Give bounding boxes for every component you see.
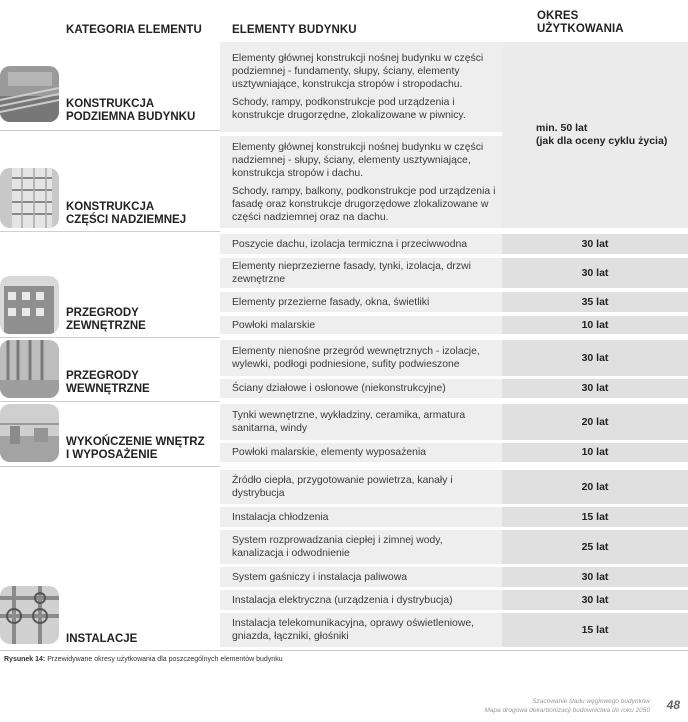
table-row-period: 30 lat bbox=[502, 258, 688, 288]
category-label-line1: PRZEGRODY bbox=[66, 307, 139, 319]
figure-caption bbox=[4, 656, 283, 663]
elements-text: Schody, rampy, podkonstrukcje pod urządzenia i konstrukcje drugorzędne, zlokalizowane w piwnicy. bbox=[232, 97, 466, 121]
table-row-text: Poszycie dachu, izolacja termiczna i przeciwwodna bbox=[220, 234, 502, 254]
facade-photo-icon bbox=[0, 276, 59, 334]
interior-wall-photo-icon bbox=[0, 340, 59, 398]
pipes-valves-photo-icon bbox=[0, 586, 59, 644]
header-period-line2: UŻYTKOWANIA bbox=[537, 23, 624, 35]
elements-underground-structure bbox=[220, 42, 502, 132]
table-row-text: Ściany działowe i osłonowe (niekonstrukcyjne) bbox=[220, 379, 502, 398]
header-period bbox=[537, 10, 624, 36]
elements-text: Elementy głównej konstrukcji nośnej budynku w części nadziemnej - słupy, ściany, elementy usztywniające, konstrukcja stropów i dachu. bbox=[232, 141, 484, 179]
footer-title: Szacowanie śladu węglowego budynków bbox=[532, 698, 650, 705]
table-row-period: 15 lat bbox=[502, 613, 688, 647]
elements-text: Schody, rampy, balkony, podkonstrukcje pod urządzenia i fasadę oraz konstrukcje drugorzędowe zlokalizowane w części nadziemnej oraz na dachu. bbox=[232, 185, 496, 223]
table-row-text: Instalacja chłodzenia bbox=[220, 507, 502, 527]
period-value: min. 50 lat bbox=[536, 122, 588, 134]
table-row-period: 25 lat bbox=[502, 530, 688, 564]
table-row-period: 20 lat bbox=[502, 404, 688, 440]
figure-caption-text: Przewidywane okresy użytkowania dla poszczególnych elementów budynku bbox=[45, 656, 283, 663]
category-aboveground-structure bbox=[66, 201, 186, 227]
category-interior-finish bbox=[66, 436, 205, 462]
category-label-line2: PODZIEMNA BUDYNKU bbox=[66, 111, 196, 123]
category-label-line1: INSTALACJE bbox=[66, 633, 138, 645]
header-period-line1: OKRES bbox=[537, 10, 579, 22]
divider bbox=[0, 401, 220, 402]
table-row-text: System gaśniczy i instalacja paliwowa bbox=[220, 567, 502, 587]
divider bbox=[0, 130, 220, 131]
table-row-text: Źródło ciepła, przygotowanie powietrza, kanały i dystrybucja bbox=[220, 470, 502, 504]
table-row-text: Elementy nieprzezierne fasady, tynki, izolacja, drzwi zewnętrzne bbox=[220, 258, 502, 288]
header-category: KATEGORIA ELEMENTU bbox=[66, 24, 202, 36]
table-row-text: Instalacja elektryczna (urządzenia i dystrybucja) bbox=[220, 590, 502, 610]
table-row-period: 35 lat bbox=[502, 292, 688, 312]
table-row-period: 30 lat bbox=[502, 379, 688, 398]
category-underground-structure bbox=[66, 98, 195, 124]
table-row-period: 30 lat bbox=[502, 567, 688, 587]
table-row-period: 15 lat bbox=[502, 507, 688, 527]
period-note: (jak dla oceny cyklu życia) bbox=[536, 135, 668, 147]
table-row-period: 30 lat bbox=[502, 340, 688, 376]
table-row-text: Powłoki malarskie, elementy wyposażenia bbox=[220, 443, 502, 462]
period-structure bbox=[502, 42, 688, 228]
category-internal-partitions bbox=[66, 370, 150, 396]
table-row-text: Elementy przezierne fasady, okna, świetliki bbox=[220, 292, 502, 312]
divider bbox=[0, 231, 220, 232]
category-installations bbox=[66, 633, 137, 646]
table-row-text: Tynki wewnętrzne, wykładziny, ceramika, armatura sanitarna, windy bbox=[220, 404, 502, 440]
category-label-line1: KONSTRUKCJA bbox=[66, 98, 155, 110]
interior-finish-photo-icon bbox=[0, 404, 59, 462]
table-row-text: Powłoki malarskie bbox=[220, 316, 502, 334]
divider bbox=[0, 466, 220, 467]
category-label-line1: PRZEGRODY bbox=[66, 370, 139, 382]
table-row-period: 10 lat bbox=[502, 316, 688, 334]
category-label-line2: WEWNĘTRZNE bbox=[66, 383, 150, 395]
figure-caption-label: Rysunek 14: bbox=[4, 656, 46, 663]
category-label-line2: CZĘŚCI NADZIEMNEJ bbox=[66, 214, 187, 226]
foundation-photo-icon bbox=[0, 66, 59, 122]
table-row-text: System rozprowadzania ciepłej i zimnej wody, kanalizacja i odwodnienie bbox=[220, 530, 502, 564]
building-frame-photo-icon bbox=[0, 168, 59, 228]
category-label-line2: ZEWNĘTRZNE bbox=[66, 320, 146, 332]
table-row-period: 30 lat bbox=[502, 590, 688, 610]
divider bbox=[0, 650, 688, 651]
table-row-period: 10 lat bbox=[502, 443, 688, 462]
table-row-text: Elementy nienośne przegród wewnętrznych - izolacje, wylewki, podłogi podniesione, sufity podwieszone bbox=[220, 340, 502, 376]
page-number: 48 bbox=[666, 698, 680, 712]
header-elements: ELEMENTY BUDYNKU bbox=[232, 24, 357, 36]
divider bbox=[0, 337, 220, 338]
category-label-line1: KONSTRUKCJA bbox=[66, 201, 155, 213]
category-external-partitions bbox=[66, 307, 146, 333]
elements-text: Elementy głównej konstrukcji nośnej budynku w części podziemnej - fundamenty, słupy, ściany, elementy usztywniające, konstrukcja stropów i stropodachu. bbox=[232, 53, 484, 90]
category-label-line1: WYKOŃCZENIE WNĘTRZ bbox=[66, 436, 205, 448]
elements-aboveground-structure bbox=[220, 136, 502, 228]
footer-subtitle: Mapa drogowa dekarbonizacji budownictwa do roku 2050 bbox=[484, 707, 650, 714]
page-footer bbox=[485, 697, 651, 715]
table-row-period: 30 lat bbox=[502, 234, 688, 254]
table-row-text: Instalacja telekomunikacyjna, oprawy oświetleniowe, gniazda, łączniki, głośniki bbox=[220, 613, 502, 647]
category-label-line2: I WYPOSAŻENIE bbox=[66, 449, 158, 461]
table-row-period: 20 lat bbox=[502, 470, 688, 504]
